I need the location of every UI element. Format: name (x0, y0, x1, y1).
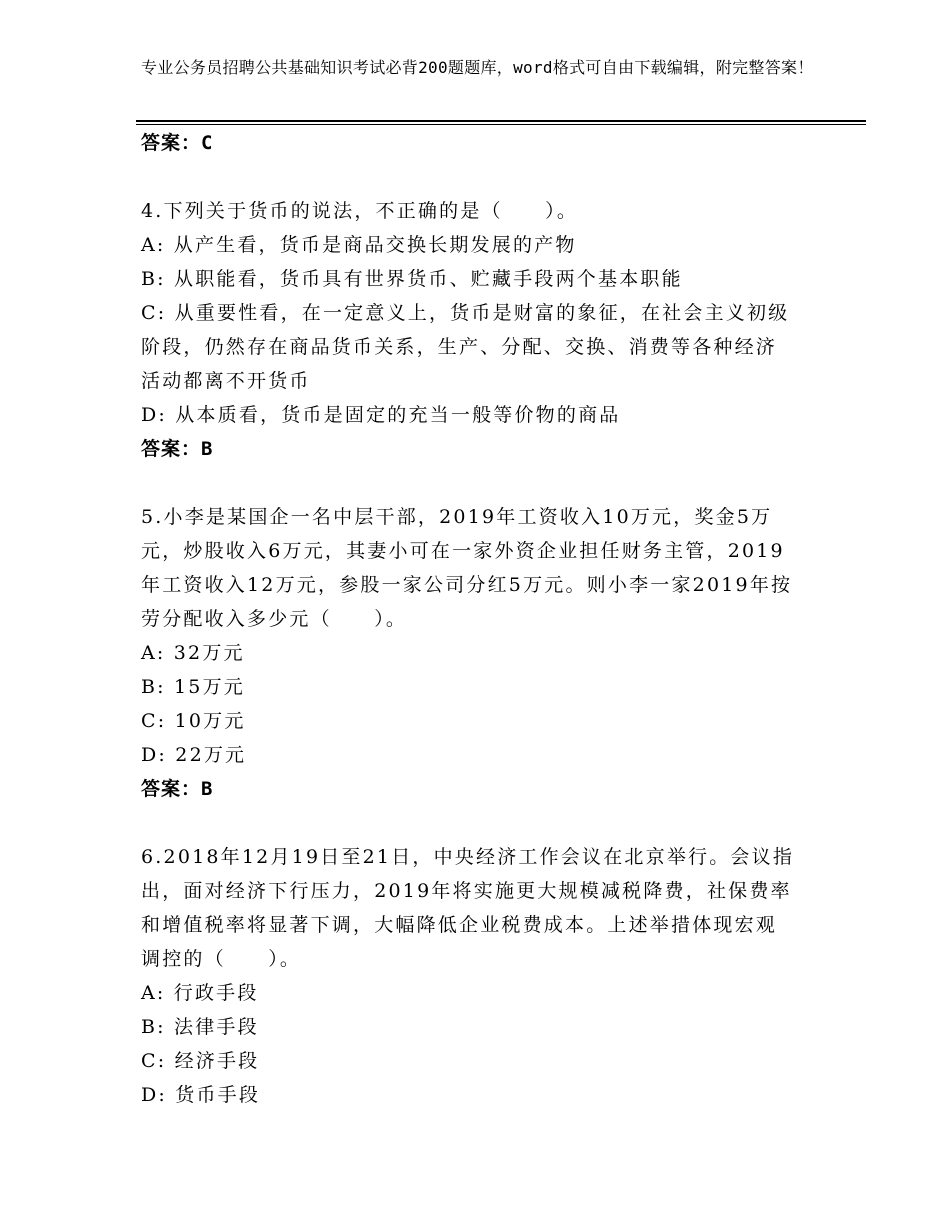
option-a: A: 从产生看，货币是商品交换长期发展的产物 (141, 234, 577, 256)
option-d: D: 从本质看，货币是固定的充当一般等价物的商品 (141, 404, 621, 426)
answer-label: 答案：B (141, 778, 214, 800)
option-c-continued: 活动都离不开货币 (141, 370, 311, 392)
option-a: A: 32万元 (141, 642, 245, 664)
option-b: B: 15万元 (141, 676, 245, 698)
header-rule-thin (136, 124, 866, 125)
header-rule-thick (136, 120, 866, 122)
option-a: A: 行政手段 (141, 982, 259, 1004)
question-content (141, 126, 821, 1112)
question-block (141, 500, 821, 806)
document-header: 专业公务员招聘公共基础知识考试必背200题题库，word格式可自由下载编辑，附完整答案！ (141, 58, 814, 77)
question-stem: 4.下列关于货币的说法，不正确的是（ ）。 (141, 200, 579, 222)
question-block (141, 840, 821, 1112)
option-d: D: 22万元 (141, 744, 247, 766)
question-stem-continued: 调控的（ ）。 (141, 948, 302, 970)
question-stem-continued: 和增值税率将显著下调，大幅降低企业税费成本。上述举措体现宏观 (141, 914, 778, 936)
question-stem-continued: 年工资收入12万元，参股一家公司分红5万元。则小李一家2019年按 (141, 574, 793, 596)
option-c: C: 从重要性看，在一定意义上，货币是财富的象征，在社会主义初级 (141, 302, 790, 324)
question-stem-continued: 劳分配收入多少元（ ）。 (141, 608, 408, 630)
option-c: C: 经济手段 (141, 1050, 260, 1072)
question-block (141, 194, 821, 466)
option-b: B: 法律手段 (141, 1016, 259, 1038)
question-stem-continued: 元，炒股收入6万元，其妻小可在一家外资企业担任财务主管，2019 (141, 540, 785, 562)
answer-label: 答案：C (141, 132, 214, 154)
answer-label: 答案：B (141, 438, 214, 460)
option-b: B: 从职能看，货币具有世界货币、贮藏手段两个基本职能 (141, 268, 683, 290)
option-d: D: 货币手段 (141, 1084, 261, 1106)
question-stem-continued: 出，面对经济下行压力，2019年将实施更大规模减税降费，社保费率 (141, 880, 792, 902)
question-stem: 5.小李是某国企一名中层干部，2019年工资收入10万元，奖金5万 (141, 506, 773, 528)
question-stem: 6.2018年12月19日至21日，中央经济工作会议在北京举行。会议指 (141, 846, 795, 868)
option-c: C: 10万元 (141, 710, 246, 732)
option-c-continued: 阶段，仍然存在商品货币关系，生产、分配、交换、消费等各种经济 (141, 336, 778, 358)
